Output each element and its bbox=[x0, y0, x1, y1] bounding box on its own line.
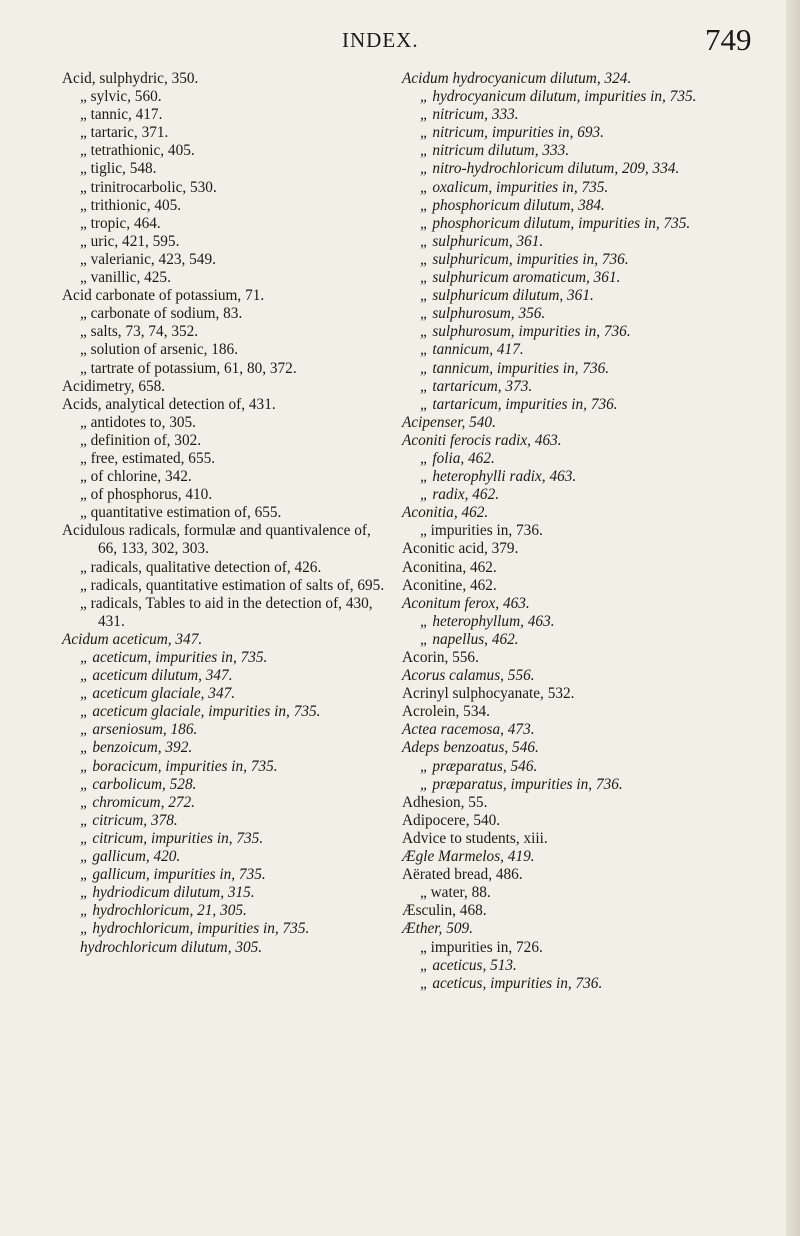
index-column-left bbox=[62, 70, 392, 957]
index-entry: Aërated bread, 486. bbox=[402, 866, 523, 884]
index-subentry: „ arseniosum, 186. bbox=[80, 721, 198, 739]
index-entry: Acidum hydrocyanicum dilutum, 324. bbox=[402, 70, 632, 87]
index-entry: Adipocere, 540. bbox=[402, 811, 501, 829]
index-subentry: „ tannicum, impurities in, 736. bbox=[420, 359, 610, 377]
index-subentry: „ sulphuricum dilutum, 361. bbox=[420, 287, 594, 305]
index-entry: Acorus calamus, 556. bbox=[402, 667, 535, 685]
index-subentry: „ folia, 462. bbox=[420, 449, 495, 467]
index-subentry: „ præparatus, impurities in, 736. bbox=[420, 775, 623, 793]
index-subentry: „ radicals, quantitative estimation of salts of, 695. bbox=[80, 576, 385, 594]
index-subentry: „ aceticum dilutum, 347. bbox=[80, 667, 233, 685]
index-subentry: „ citricum, impurities in, 735. bbox=[80, 829, 264, 847]
index-subentry: „ of chlorine, 342. bbox=[80, 468, 192, 486]
index-subentry: „ impurities in, 736. bbox=[420, 522, 543, 540]
index-subentry: „ oxalicum, impurities in, 735. bbox=[420, 178, 609, 196]
index-subentry: „ gallicum, 420. bbox=[80, 848, 181, 866]
index-subentry: „ napellus, 462. bbox=[420, 630, 519, 648]
index-entry: Advice to students, xiii. bbox=[402, 829, 548, 847]
index-entry: Aconiti ferocis radix, 463. bbox=[402, 431, 562, 449]
page-number: 749 bbox=[705, 22, 752, 57]
index-subentry: „ free, estimated, 655. bbox=[80, 449, 216, 467]
index-subentry: „ tartaricum, 373. bbox=[420, 377, 533, 395]
index-subentry: „ nitro-hydrochloricum dilutum, 209, 334. bbox=[420, 160, 680, 178]
index-subentry: „ phosphoricum dilutum, impurities in, 735. bbox=[420, 214, 691, 232]
index-subentry: „ hydrochloricum, 21, 305. bbox=[80, 902, 247, 920]
index-entry: Æsculin, 468. bbox=[402, 902, 487, 920]
index-subentry: „ salts, 73, 74, 352. bbox=[80, 323, 199, 341]
index-subentry: „ definition of, 302. bbox=[80, 431, 202, 449]
index-entry: Aconitia, 462. bbox=[402, 504, 489, 522]
index-entry: Adeps benzoatus, 546. bbox=[402, 739, 539, 757]
index-subentry: „ hydriodicum dilutum, 315. bbox=[80, 884, 255, 902]
index-subentry: „ sulphuricum, 361. bbox=[420, 232, 544, 250]
index-subentry: „ nitricum dilutum, 333. bbox=[420, 142, 570, 160]
index-entry: Ægle Marmelos, 419. bbox=[402, 848, 535, 866]
index-subentry: „ tropic, 464. bbox=[80, 214, 161, 232]
index-entry: Æther, 509. bbox=[402, 920, 473, 938]
index-entry: Aconitum ferox, 463. bbox=[402, 594, 530, 612]
index-subentry: „ of phosphorus, 410. bbox=[80, 486, 213, 504]
index-subentry: „ radicals, Tables to aid in the detection of, 430, 431. bbox=[80, 594, 373, 630]
index-entry: Acipenser, 540. bbox=[402, 413, 496, 431]
index-subentry: „ uric, 421, 595. bbox=[80, 232, 180, 250]
index-subentry: „ sulphurosum, 356. bbox=[420, 305, 546, 323]
index-subentry: „ sulphuricum, impurities in, 736. bbox=[420, 250, 629, 268]
index-subentry: „ tartaric, 371. bbox=[80, 124, 169, 142]
index-subentry: „ aceticum glaciale, 347. bbox=[80, 685, 236, 703]
index-column-right bbox=[402, 70, 747, 993]
index-subentry: „ gallicum, impurities in, 735. bbox=[80, 866, 266, 884]
index-entry: Acidum aceticum, 347. bbox=[62, 630, 203, 648]
index-subentry: „ benzoicum, 392. bbox=[80, 739, 193, 757]
index-entry: Acids, analytical detection of, 431. bbox=[62, 395, 276, 413]
index-subentry: „ phosphoricum dilutum, 384. bbox=[420, 196, 605, 214]
page-header bbox=[0, 22, 800, 68]
index-subentry: „ sulphuricum aromaticum, 361. bbox=[420, 269, 621, 287]
index-subentry: „ nitricum, 333. bbox=[420, 106, 519, 124]
index-subentry: „ hydrocyanicum dilutum, impurities in, 735. bbox=[420, 88, 697, 106]
index-entry: Aconitina, 462. bbox=[402, 558, 497, 576]
index-subentry: „ præparatus, 546. bbox=[420, 757, 538, 775]
index-subentry: „ tartrate of potassium, 61, 80, 372. bbox=[80, 359, 297, 377]
index-entry: Acid, sulphydric, 350. bbox=[62, 70, 199, 87]
index-subentry: „ valerianic, 423, 549. bbox=[80, 250, 216, 268]
index-entry: Acid carbonate of potassium, 71. bbox=[62, 287, 265, 305]
index-subentry: „ heterophyllum, 463. bbox=[420, 612, 555, 630]
index-subentry: „ citricum, 378. bbox=[80, 811, 178, 829]
index-subentry: „ radix, 462. bbox=[420, 486, 500, 504]
index-subentry: „ quantitative estimation of, 655. bbox=[80, 504, 282, 522]
index-subentry: „ impurities in, 726. bbox=[420, 938, 543, 956]
index-subentry: „ aceticus, 513. bbox=[420, 956, 517, 974]
index-subentry: „ antidotes to, 305. bbox=[80, 413, 196, 431]
index-entry: Acorin, 556. bbox=[402, 649, 479, 666]
index-subentry: „ aceticus, impurities in, 736. bbox=[420, 974, 603, 992]
index-subentry: „ vanillic, 425. bbox=[80, 269, 171, 287]
index-entry: Acidimetry, 658. bbox=[62, 377, 166, 395]
index-subentry: „ tiglic, 548. bbox=[80, 160, 157, 178]
running-head: INDEX. bbox=[342, 28, 419, 52]
index-subentry: „ trithionic, 405. bbox=[80, 196, 182, 214]
index-subentry: „ sulphurosum, impurities in, 736. bbox=[420, 323, 631, 341]
index-subentry: „ carbolicum, 528. bbox=[80, 775, 197, 793]
index-subentry: „ trinitrocarbolic, 530. bbox=[80, 178, 217, 196]
index-entry: Acrinyl sulphocyanate, 532. bbox=[402, 685, 575, 703]
index-subentry: „ tartaricum, impurities in, 736. bbox=[420, 395, 618, 413]
index-subentry: „ aceticum, impurities in, 735. bbox=[80, 649, 268, 666]
index-entry: Acrolein, 534. bbox=[402, 703, 490, 721]
index-subentry: „ chromicum, 272. bbox=[80, 793, 196, 811]
index-subentry: „ heterophylli radix, 463. bbox=[420, 468, 577, 486]
index-subentry: „ radicals, qualitative detection of, 426. bbox=[80, 558, 322, 576]
index-subentry: „ sylvic, 560. bbox=[80, 88, 162, 106]
index-subentry: hydrochloricum dilutum, 305. bbox=[80, 938, 263, 956]
index-entry: Actea racemosa, 473. bbox=[402, 721, 535, 739]
index-subentry: „ carbonate of sodium, 83. bbox=[80, 305, 243, 323]
index-subentry: „ boracicum, impurities in, 735. bbox=[80, 757, 278, 775]
index-subentry: „ tetrathionic, 405. bbox=[80, 142, 195, 160]
index-entry: Acidulous radicals, formulæ and quantivalence of, 66, 133, 302, 303. bbox=[62, 522, 371, 558]
index-entry: Aconitic acid, 379. bbox=[402, 540, 519, 558]
page-edge bbox=[786, 0, 800, 1236]
index-subentry: „ aceticum glaciale, impurities in, 735. bbox=[80, 703, 321, 721]
index-subentry: „ nitricum, impurities in, 693. bbox=[420, 124, 604, 142]
index-subentry: „ hydrochloricum, impurities in, 735. bbox=[80, 920, 310, 938]
index-entry: Aconitine, 462. bbox=[402, 576, 497, 594]
index-entry: Adhesion, 55. bbox=[402, 793, 488, 811]
index-subentry: „ solution of arsenic, 186. bbox=[80, 341, 239, 359]
index-subentry: „ tannicum, 417. bbox=[420, 341, 524, 359]
index-subentry: „ tannic, 417. bbox=[80, 106, 163, 124]
index-subentry: „ water, 88. bbox=[420, 884, 491, 902]
